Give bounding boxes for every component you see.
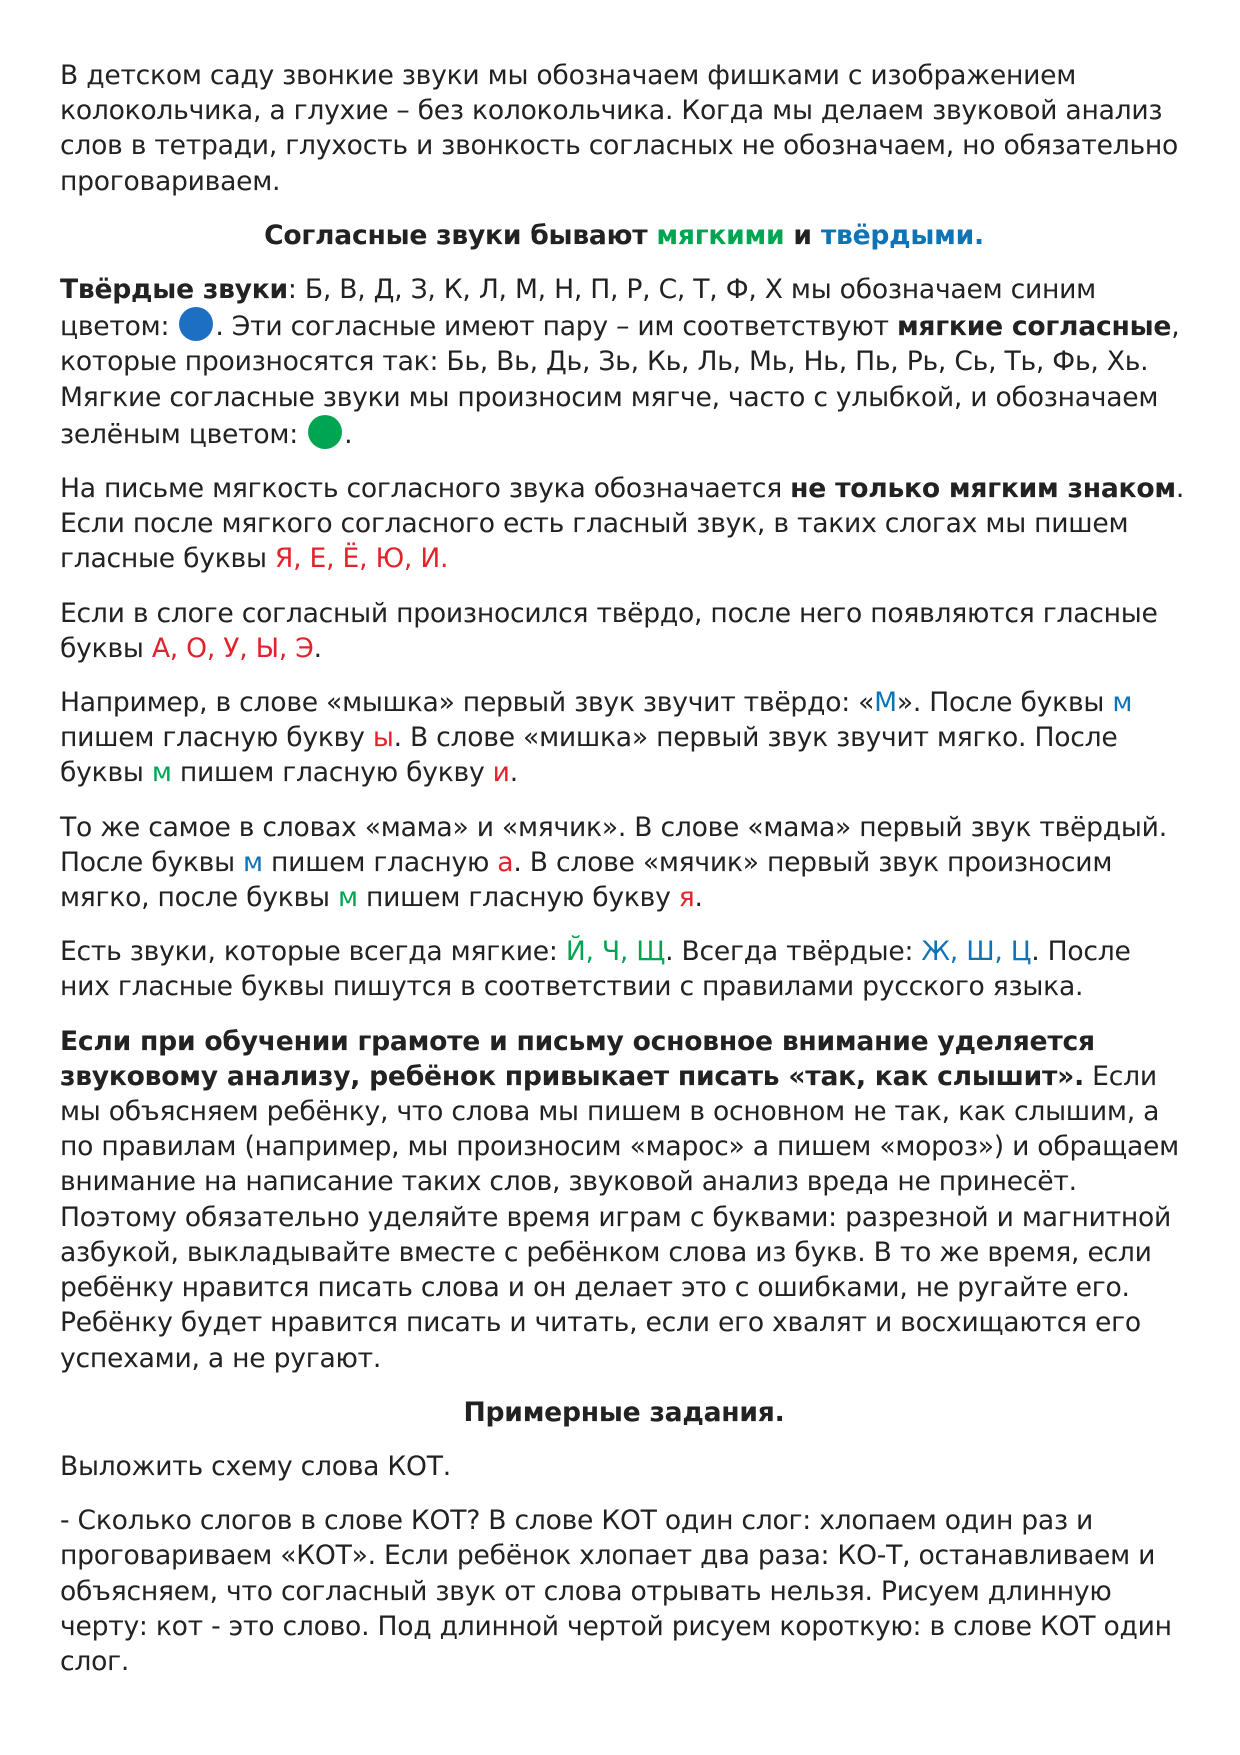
soft-letter: м [337,882,358,914]
softness-paragraph [60,471,1188,577]
text-span: пишем гласную букву [171,757,493,789]
soft-vowel-letters: Я, Е, Ё, Ю, И. [274,543,449,575]
example-mama-paragraph [60,810,1188,916]
text-span: пишем гласную букву [60,722,373,754]
tasks-heading [60,1395,1188,1430]
text-span: Есть звуки, которые всегда мягкие: [60,936,566,968]
soft-letter: м [151,757,172,789]
text-span: . [694,882,703,914]
soft-consonants-label: мягкие согласные [896,311,1172,343]
heading-and: и [784,219,821,251]
syllables-paragraph: - Сколько слогов в слове КОТ? В слове КОТ один слог: хлопаем один раз и проговариваем «КОТ». Если ребёнок хлопает два раза: КО-Т, останавливаем и объясняем, что согласный звук от слова отрывать нельзя. Рисуем длинную черту: кот - это слово. Под длинной чертой рисуем короткую: в слове КОТ один слог. [60,1505,1172,1677]
text-span: пишем гласную букву [357,882,679,914]
hard-vowel-letters: А, О, У, Ы, Э [151,632,314,664]
bold-text: Если при обучении грамоте и письму основное внимание уделяется звуковому анализу, ребёнок привыкает писать «так, как слышит». [60,1025,1095,1092]
always-soft-hard-paragraph [60,934,1188,1004]
hard-syllable-paragraph [60,596,1188,666]
text-span: То же самое в словах «мама» и «мячик». В слове «мама» первый звук твёрдый. После буквы [60,811,1167,878]
heading-period: . [974,219,984,251]
hard-letter: м [243,846,263,878]
blue-circle-icon [179,307,213,341]
text-span: . [313,632,322,664]
heading-text: Согласные звуки бывают [264,219,657,251]
text-span: пишем гласную [262,846,498,878]
green-circle-icon [308,415,342,449]
text-span: . В слове «мишка» первый звук звучит мягко. После буквы [60,722,1118,789]
text-span: . [344,418,353,450]
text-span: . [509,757,518,789]
consonants-heading [60,218,1188,253]
soft-word: мягкими [656,219,785,251]
text-span: . После них гласные буквы пишутся в соответствии с правилами русского языка. [60,936,1131,1003]
text-span: , которые произносятся так: Бь, Вь, Дь, Зь, Кь, Ль, Мь, Нь, Пь, Рь, Сь, Ть, Фь, Хь. Мягкие согласные звуки мы произносим мягче, часто с улыбкой, и обозначаем зелёным цветом: [60,311,1180,450]
intro-paragraph: В детском саду звонкие звуки мы обозначаем фишками с изображением колокольчика, а глухие – без колокольчика. Когда мы делаем звуковой анализ слов в тетради, глухость и звонкость согласных не обозначаем, но обязательно проговариваем. [60,60,1179,197]
vowel-letter: и [492,757,510,789]
hard-letter: М [874,687,897,719]
bold-text: не только мягким знаком [790,473,1176,505]
text-span: Если мы объясняем ребёнку, что слова мы пишем в основном не так, как слышим, а по правилам (например, мы произносим «марос» а пишем «мороз») и обращаем внимание на написание таких слов, звуковой анализ вреда не принесёт. Поэтому обязательно уделяйте время играм с буквами: разрезной и магнитной азбукой, выкладывайте вместе с ребёнком слова из букв. В то же время, если ребёнку нравится писать слова и он делает это с ошибками, не ругайте его. Ребёнку будет нравится писать и читать, если его хвалят и восхищаются его успехами, а не ругают. [60,1060,1179,1374]
text-span: Если в слоге согласный произносился твёрдо, после него появляются гласные буквы [60,597,1158,664]
text-span: : Б, В, Д, З, К, Л, М, Н, П, Р, С, Т, Ф, Х мы обозначаем синим цветом: [60,274,1096,343]
text-span: ». После буквы [896,687,1113,719]
vowel-letter: я [678,882,695,914]
text-span: На письме мягкость согласного звука обозначается [60,473,791,505]
text-span: . В слове «мячик» первый звук произносим мягко, после буквы [60,846,1113,914]
hard-sounds-paragraph [60,272,1188,452]
always-hard-letters: Ж, Ш, Ц [921,936,1032,968]
text-span: . Эти согласные имеют пару – им соответствуют [215,311,897,343]
always-soft-letters: Й, Ч, Щ [565,936,666,968]
task-paragraph: Выложить схему слова КОТ. [60,1450,451,1482]
text-span: . Всегда твёрдые: [665,936,922,968]
example-mouse-paragraph [60,685,1188,791]
hard-sounds-label: Твёрдые звуки [60,274,288,306]
vowel-letter: ы [372,722,394,754]
advice-paragraph [60,1024,1188,1376]
text-span: Например, в слове «мышка» первый звук звучит твёрдо: « [60,687,875,719]
tasks-heading-text: Примерные задания. [463,1396,785,1428]
text-span: . Если после мягкого согласного есть гласный звук, в таких слогах мы пишем гласные буквы [60,473,1185,575]
hard-word: твёрдыми [820,219,975,251]
vowel-letter: а [497,846,514,878]
hard-letter: м [1112,687,1133,719]
